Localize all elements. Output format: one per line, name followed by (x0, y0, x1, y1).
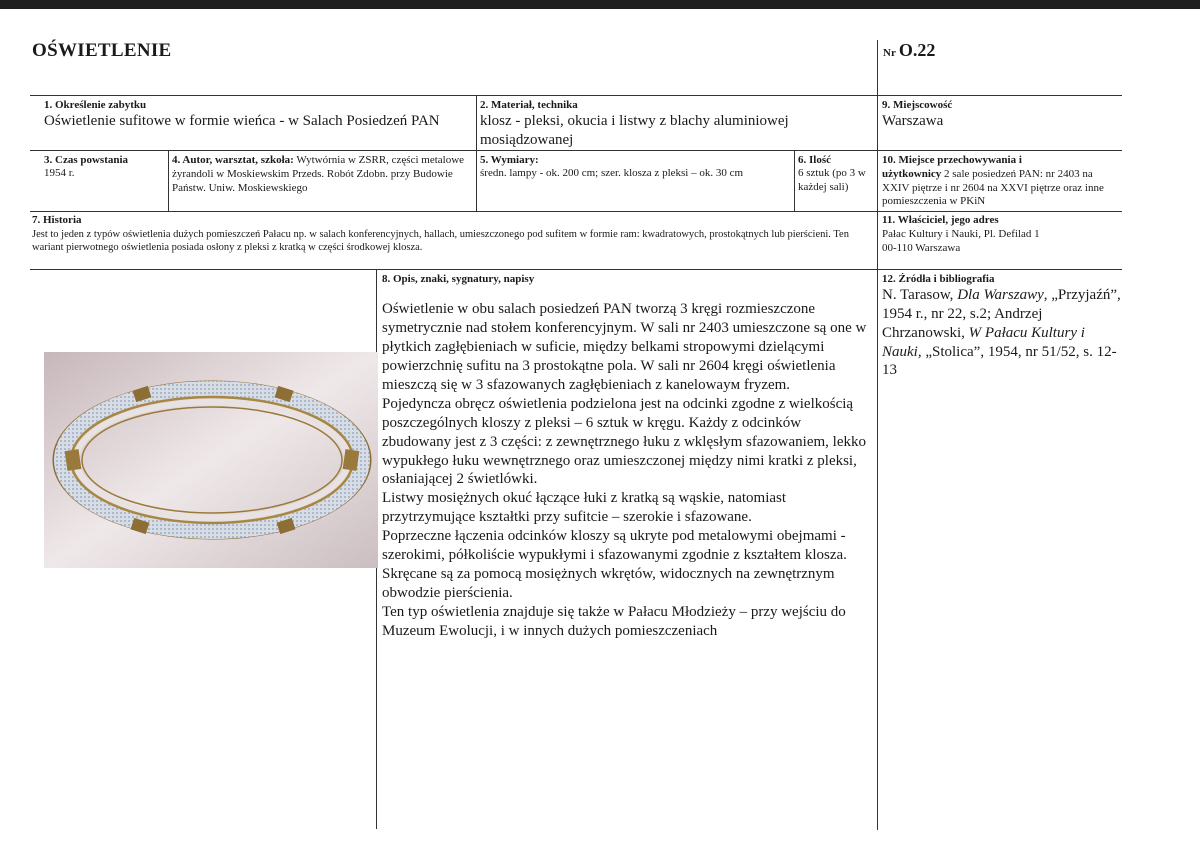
field-author-label: 4. Autor, warsztat, szkoła: (172, 154, 294, 166)
field-material-label: 2. Materiał, technika (480, 99, 578, 111)
field-storage-value: 2 sale posiedzeń PAN: nr 2403 na XXIV piętrze i nr 2604 na XXVI piętrze oraz inne pomieszczenia w PKiN (882, 167, 1104, 208)
divider (30, 95, 1122, 96)
field-date (44, 154, 168, 181)
field-storage (882, 154, 1122, 209)
description-paragraph: Ten typ oświetlenia znajduje się także w Pałacu Młodzieży – przy wejściu do Muzeum Ewolucji, i w innych dużych pomieszczeniach (382, 603, 846, 639)
page-title: OŚWIETLENIE (32, 40, 172, 61)
divider (30, 269, 1122, 270)
field-storage-label: 10. Miejsce przechowywania i (882, 154, 1022, 166)
field-description (382, 273, 874, 640)
field-dimensions-label: 5. Wymiary: (480, 154, 539, 166)
description-paragraph: Poprzeczne łączenia odcinków kloszy są ukryte pod metalowymi obejmami - szerokimi, półkoliście wypukłymi i sfazowanymi zgodnie z kształtem klosza. Skręcane są za pomocą mosiężnych wkrętów, widocznych na zewnętrznym obwodzie pierścienia. (382, 528, 847, 601)
field-sources (882, 273, 1122, 380)
field-location-value: Warszawa (882, 113, 944, 130)
field-history (32, 214, 874, 254)
source-title: W Pałacu Kultury i Nauki, (882, 324, 1085, 360)
source-title: Dla Warszawy (957, 287, 1044, 304)
source-text: „Stolica”, 1954, nr 51/52, s. 12-13 (882, 343, 1117, 379)
field-owner-line1: Pałac Kultury i Nauki, Pl. Defilad 1 (882, 227, 1040, 240)
field-sources-label: 12. Źródła i bibliografia (882, 273, 995, 285)
divider (30, 150, 1122, 151)
field-description-body (382, 300, 872, 640)
record-card (30, 22, 1196, 842)
field-author (172, 154, 472, 195)
description-paragraph: Listwy mosiężnych okuć łączące łuki z kratką są wąskie, natomiast przytrzymujące kształtki przy sufitcie – szerokie i sfazowane. (382, 490, 787, 526)
field-material (480, 99, 870, 150)
divider (30, 211, 1122, 212)
ceiling-lamp-photo (44, 352, 378, 568)
field-owner-label: 11. Właściciel, jego adres (882, 214, 999, 226)
field-owner-line2: 00-110 Warszawa (882, 241, 961, 254)
field-storage-label-2: użytkownicy (882, 167, 942, 180)
record-number-value: O.22 (898, 40, 936, 60)
field-dimensions-value: średn. lampy - ok. 200 cm; szer. klosza z pleksi – ok. 30 cm (480, 167, 744, 180)
divider (476, 95, 477, 211)
field-owner (882, 214, 1122, 255)
field-description-label: 8. Opis, znaki, sygnatury, napisy (382, 273, 535, 285)
description-paragraph: Oświetlenie w obu salach posiedzeń PAN tworzą 3 kręgi rozmieszczone symetrycznie nad stołem konferencyjnym. W sali nr 2403 umieszczone są one w płytkich zagłębieniach w suficie, między belkami stropowymi dzielącymi powierzchnię sufitu na 3 prostokątne pola. W sali nr 2604 kręgi oświetlenia mieszczą się w 3 sfazowanych zagłębieniach z kanelowayм fryzem. (382, 301, 867, 393)
divider (168, 150, 169, 211)
record-number (883, 40, 935, 61)
field-location (882, 99, 1122, 131)
description-paragraph: Pojedyncza obręcz oświetlenia podzielona jest na odcinki zgodne z wielkością poszczególnych kloszy z pleksi – 6 sztuk w kręgu. Każdy z odcinków zbudowany jest z 3 części: z zewnętrznego łuku z wklęsłym sfazowaniem, lekko wypukłego łuku wewnętrznego oraz umieszczonej między nimi kratki z pleksi, osłaniającej 2 świetlówki. (382, 395, 866, 488)
field-history-value: Jest to jeden z typów oświetlenia dużych pomieszczeń Pałacu np. w salach konferencyjnych, hallach, umieszczonego pod sufitem w formie ram: kwadratowych, prostokątnych lub pierścieni. Ten wariant pierwotnego oświetlenia posiada osłony z pleksi z kratką w części środkowej klosza. (32, 228, 849, 253)
divider (877, 40, 878, 830)
ring-lamp-image (44, 352, 378, 568)
source-text: N. Tarasow, (882, 287, 958, 304)
field-location-label: 9. Miejscowość (882, 99, 953, 111)
field-author-value: Wytwórnia w ZSRR, części metalowe żyrandoli w Moskiewskim Przeds. Robót Zdobn. przy Budowie Państw. Uniw. Moskiewskiego (172, 154, 465, 194)
field-quantity-label: 6. Ilość (798, 154, 831, 166)
source-text: , „Przyjaźń”, 1954 r., nr 22, s.2; Andrzej Chrzanowski, (882, 287, 1121, 341)
field-object-name (44, 99, 474, 131)
field-object-name-label: 1. Określenie zabytku (44, 99, 147, 111)
field-history-label: 7. Historia (32, 214, 82, 226)
scan-top-edge (0, 0, 1200, 9)
field-date-label: 3. Czas powstania (44, 154, 129, 166)
field-quantity-value: 6 sztuk (po 3 w każdej sali) (798, 167, 866, 194)
field-sources-value (882, 286, 1122, 380)
field-object-name-value: Oświetlenie sufitowe w formie wieńca - w Salach Posiedzeń PAN (44, 113, 440, 130)
divider (794, 150, 795, 211)
field-dimensions (480, 154, 790, 181)
field-quantity (798, 154, 876, 195)
field-date-value: 1954 r. (44, 167, 75, 180)
field-material-value: klosz - pleksi, okucia i listwy z blachy aluminiowej mosiądzowanej (480, 113, 789, 149)
record-number-label: Nr (883, 47, 896, 59)
